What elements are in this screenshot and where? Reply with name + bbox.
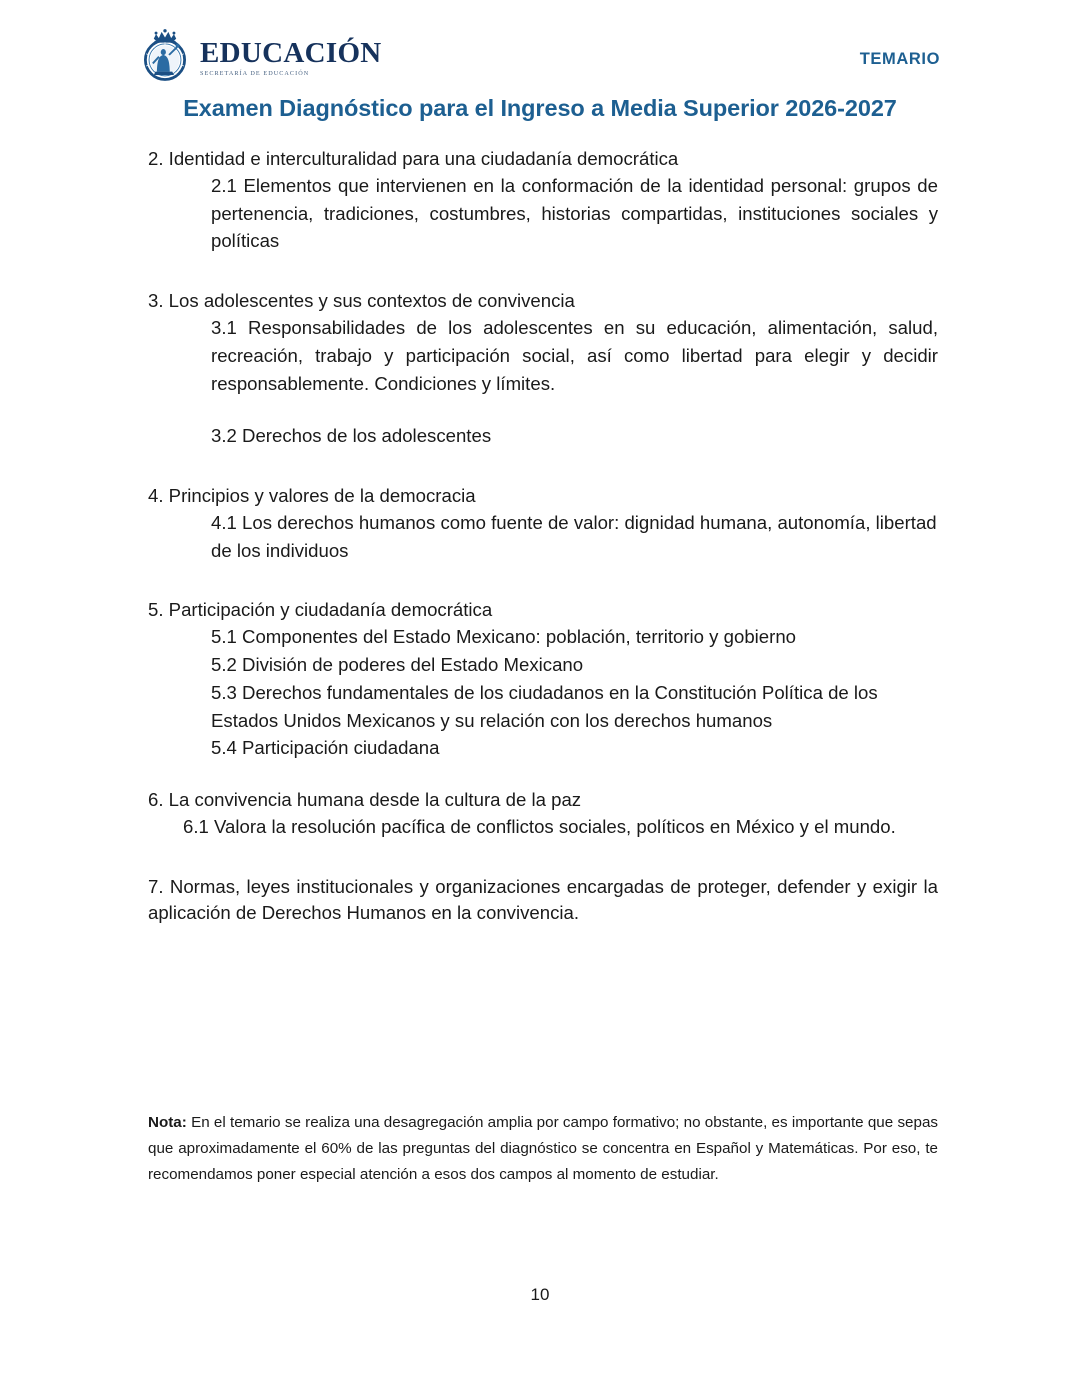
- section-item: 4.1 Los derechos humanos como fuente de valor: dignidad humana, autonomía, libertad de los individuos: [211, 512, 937, 561]
- section-heading: 4. Principios y valores de la democracia: [148, 484, 476, 506]
- brand-subtitle: SECRETARÍA DE EDUCACIÓN: [200, 70, 310, 78]
- section-heading: 6. La convivencia humana desde la cultura de la paz: [148, 788, 582, 810]
- brand-name: EDUCACIÓN: [200, 36, 382, 69]
- section-2: [148, 146, 938, 255]
- spacer: [148, 450, 938, 483]
- note-paragraph: [148, 1110, 938, 1188]
- page-title: Examen Diagnóstico para el Ingreso a Media Superior 2026-2027: [183, 95, 897, 121]
- section-item: 5.2 División de poderes del Estado Mexicano: [211, 654, 584, 676]
- spacer: [148, 564, 938, 597]
- header-tag: TEMARIO: [859, 50, 940, 68]
- section-item: 5.3 Derechos fundamentales de los ciudadanos en la Constitución Política de los Estados Unidos Mexicanos y su relación con los derechos humanos: [211, 681, 878, 731]
- page-header: [0, 0, 1080, 135]
- temario-content: [148, 146, 938, 926]
- section-heading: 7. Normas, leyes institucionales y organizaciones encargadas de proteger, defender y exigir la aplicación de Derechos Humanos en la convivencia.: [148, 875, 938, 923]
- section-6: [148, 787, 938, 841]
- note-text: En el temario se realiza una desagregación amplia por campo formativo; no obstante, es importante que sepas que aproximadamente el 60% de las preguntas del diagnóstico se concentra en Español y Matemáticas. Por eso, te recomendamos poner especial atención a esos dos campos al momento de estudiar.: [148, 1114, 938, 1183]
- section-4: [148, 483, 938, 564]
- education-brand-logo: [137, 28, 382, 84]
- section-heading: 5. Participación y ciudadanía democrática: [148, 599, 493, 621]
- section-item: 3.1 Responsabilidades de los adolescentes en su educación, alimentación, salud, recreación, trabajo y participación social, así como libertad para elegir y decidir responsablemente. Condiciones y límites.: [211, 317, 938, 394]
- section-item: 3.2 Derechos de los adolescentes: [211, 425, 492, 447]
- government-seal-icon: [137, 28, 193, 84]
- spacer: [148, 762, 938, 787]
- section-item: 2.1 Elementos que intervienen en la conformación de la identidad personal: grupos de pertenencia, tradiciones, costumbres, historias compartidas, instituciones sociales y políticas: [211, 175, 938, 252]
- brand-text: [200, 35, 382, 78]
- section-item: 5.4 Participación ciudadana: [211, 737, 440, 759]
- section-item: 5.1 Componentes del Estado Mexicano: población, territorio y gobierno: [211, 626, 797, 648]
- spacer: [148, 841, 938, 874]
- spacer: [148, 397, 938, 422]
- section-item: 6.1 Valora la resolución pacífica de conflictos sociales, políticos en México y el mundo.: [183, 816, 896, 837]
- spacer: [148, 255, 938, 288]
- section-7: [148, 874, 938, 926]
- section-5: [148, 597, 938, 762]
- section-heading: 2. Identidad e interculturalidad para una ciudadanía democrática: [148, 148, 679, 169]
- section-3: [148, 288, 938, 450]
- note-label: Nota:: [148, 1114, 187, 1132]
- section-heading: 3. Los adolescentes y sus contextos de convivencia: [148, 290, 575, 312]
- page-number: 10: [530, 1285, 550, 1304]
